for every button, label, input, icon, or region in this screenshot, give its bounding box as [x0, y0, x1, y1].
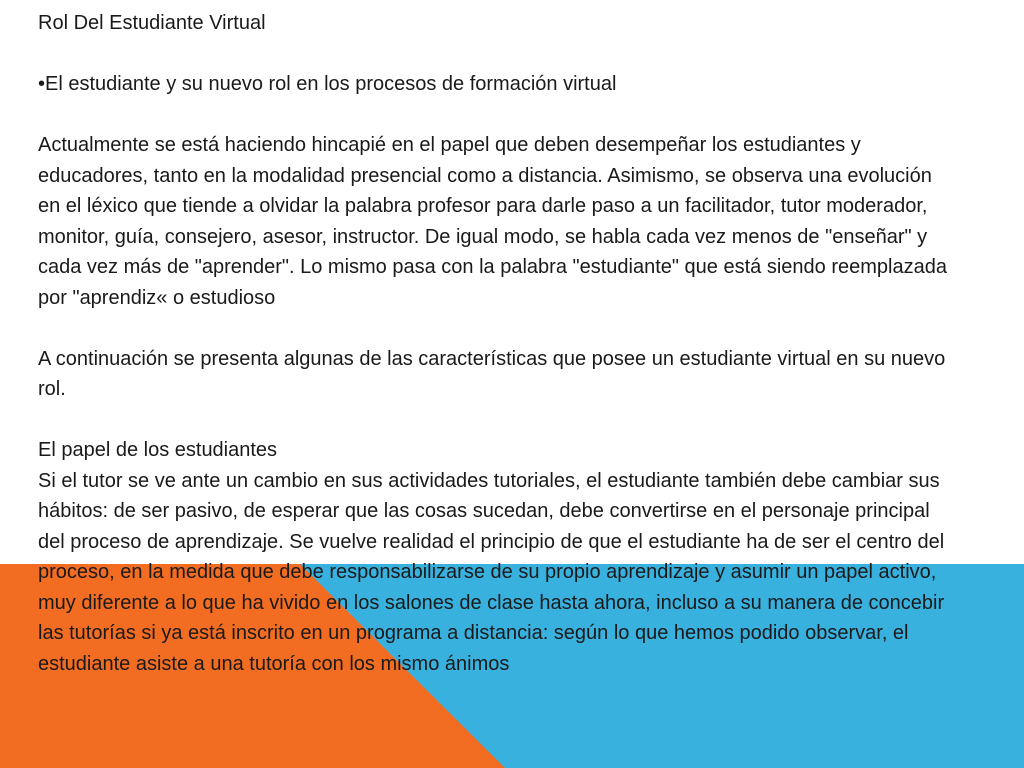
slide-title: Rol Del Estudiante Virtual [38, 12, 266, 34]
slide-content [38, 8, 958, 679]
paragraph-role: Si el tutor se ve ante un cambio en sus actividades tutoriales, el estudiante también debe cambiar sus hábitos: de ser pasivo, de esperar que las cosas sucedan, debe convertirse en el personaje principal del proceso de aprendizaje. Se vuelve realidad el principio de que el estudiante ha de ser el centro del proceso, en la medida que debe responsabilizarse de su propio aprendizaje y asumir un papel activo, muy diferente a lo que ha vivido en los salones de clase hasta ahora, incluso a su manera de concebir las tutorías si ya está inscrito en un programa a distancia: según lo que hemos podido observar, el estudiante asiste a una tutoría con los mismo ánimos [38, 469, 945, 675]
spacer [38, 313, 958, 344]
bullet-text: El estudiante y su nuevo rol en los procesos de formación virtual [45, 73, 617, 95]
spacer [38, 39, 958, 70]
bullet-mark: • [38, 73, 46, 95]
bullet-item [38, 69, 958, 100]
paragraph-characteristics: A continuación se presenta algunas de las características que posee un estudiante virtual en su nuevo rol. [38, 347, 946, 400]
spacer [38, 405, 958, 436]
section-heading: El papel de los estudiantes [38, 439, 278, 461]
spacer [38, 100, 958, 131]
paragraph-intro: Actualmente se está haciendo hincapié en el papel que deben desempeñar los estudiantes y educadores, tanto en la modalidad presencial como a distancia. Asimismo, se observa una evolución en el léxico que tiende a olvidar la palabra profesor para darle paso a un facilitador, tutor moderador, monitor, guía, consejero, asesor, instructor. De igual modo, se habla cada vez menos de "enseñar" y cada vez más de "aprender". Lo mismo pasa con la palabra "estudiante" que está siendo reemplazada por "aprendiz« o estudioso [38, 134, 947, 309]
